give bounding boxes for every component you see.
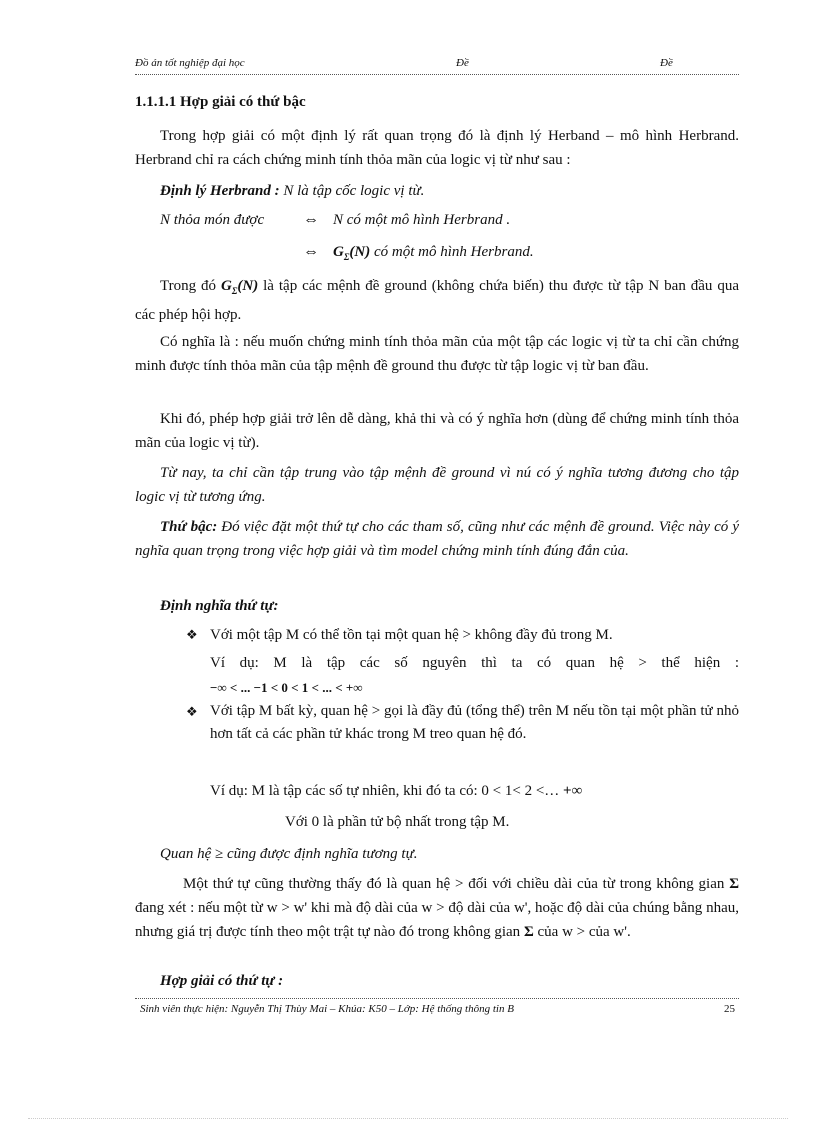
example-2-body: Ví dụ: M là tập các số tự nhiên, khi đó ta có: 0 < 1< 2 <… [210, 783, 560, 799]
bullet-2-text: Với tập M bất kỳ, quan hệ > gọi là đầy đủ (tổng thể) trên M nếu tồn tại một phần tử nhỏ hơn tất cả các phần tử khác trong M treo quan hệ đó. [210, 703, 739, 742]
paragraph-2 [135, 274, 739, 327]
equiv2-right: có một mô hình Herbrand. [370, 244, 534, 260]
para2-before: Trong đó [160, 278, 221, 294]
para8-c: của w > của w'. [533, 924, 631, 940]
header-right: Đề [660, 57, 673, 69]
definition-title: Định nghĩa thứ tự: [160, 598, 279, 614]
para2-n: (N) [237, 278, 259, 294]
footer-left: Sinh viên thực hiện: Nguyễn Thị Thùy Mai – Khúa: K50 – Lớp: Hệ thống thông tin B [140, 1003, 514, 1015]
equivalence-line-2 [333, 241, 534, 268]
n-arg: (N) [349, 244, 371, 260]
header-rule [135, 74, 739, 75]
example-2-line-2: Với 0 là phần tử bộ nhất trong tập M. [285, 814, 510, 830]
page-bottom-edge [28, 1118, 788, 1119]
equiv1-arrow: ⇔ [303, 211, 319, 228]
theorem-label: Định lý Herbrand : [160, 183, 280, 199]
equiv2-arrow: ⇔ [303, 243, 319, 260]
thu-bac-label: Thứ bậc: [160, 519, 218, 535]
paragraph-4: Khi đó, phép hợp giải trở lên dễ dàng, khả thi và có ý nghĩa hơn (dùng để chứng minh tính thỏa mãn của logic vị từ). [135, 411, 739, 451]
sigma-symbol: Σ [729, 876, 739, 892]
g-symbol: G [333, 244, 344, 260]
sigma-subscript: Σ [343, 252, 350, 262]
para8-b: đang xét : nếu một từ w > w' khi mà độ dài của w > độ dài của w', hoặc độ dài của chúng bằng nhau, nhưng giá trị được tính theo một trật tự nào đó trong không gian [135, 900, 739, 940]
paragraph-1: Trong hợp giải có một định lý rất quan trọng đó là định lý Herband – mô hình Herbrand. Herbrand chỉ ra cách chứng minh tính thỏa mãn của logic vị từ như sau : [135, 128, 739, 168]
equiv1-left: N thỏa món được [160, 212, 265, 228]
equivalence-line-1 [160, 209, 264, 231]
theorem-text: N là tập cốc logic vị từ. [279, 183, 425, 199]
paragraph-8 [135, 872, 739, 944]
header-center: Đề [456, 57, 469, 69]
theorem [160, 180, 424, 202]
paragraph-7: Quan hệ ≥ cũng được định nghĩa tương tự. [160, 846, 418, 862]
para2-g: G [220, 278, 232, 294]
para8-a: Một thứ tự cũng thường thấy đó là quan hệ > đối với chiều dài của từ trong không gian [183, 876, 730, 892]
example-1-text: Ví dụ: M là tập các số nguyên thì ta có quan hệ > thể hiện : [210, 655, 739, 671]
paragraph-9: Hợp giải có thứ tự : [160, 973, 284, 989]
example-1-formula: −∞ < ... −1 < 0 < 1 < ... < +∞ [210, 680, 363, 695]
bullet-1-text: Với một tập M có thể tồn tại một quan hệ > không đầy đủ trong M. [210, 627, 613, 643]
section-title: 1.1.1.1 Hợp giải có thứ bậc [135, 94, 306, 110]
bullet-diamond-icon: ❖ [186, 627, 198, 642]
paragraph-5: Từ nay, ta chỉ cần tập trung vào tập mệnh đề ground vì nú có ý nghĩa tương đương cho tập logic vị từ tương ứng. [135, 465, 739, 505]
infinity-symbol: +∞ [559, 783, 583, 799]
footer-rule [135, 998, 739, 999]
paragraph-6 [135, 515, 739, 563]
thu-bac-text: Đó việc đặt một thứ tự cho các tham số, cũng như các mệnh đề ground. Việc này có ý nghĩa quan trọng trong việc hợp giải và tìm model chứng minh tính đúng đắn của. [135, 519, 739, 559]
para2-after: là tập các mệnh đề ground (không chứa biến) thu được từ tập N ban đầu qua các phép hội hợp. [135, 278, 739, 323]
sigma-symbol: Σ [523, 924, 534, 940]
header-left: Đồ án tốt nghiệp đại học [135, 57, 245, 69]
example-2-text [210, 780, 582, 802]
bullet-diamond-icon: ❖ [186, 704, 198, 719]
paragraph-3: Có nghĩa là : nếu muốn chứng minh tính thỏa mãn của một tập các logic vị từ ta chỉ cần chứng minh được tính thỏa mãn của tập mệnh đề ground thu được từ tập logic vị từ ban đầu. [135, 334, 739, 374]
equiv1-right: N có một mô hình Herbrand . [333, 212, 511, 228]
page-number: 25 [724, 1003, 735, 1015]
para2-sub: Σ [231, 286, 238, 296]
